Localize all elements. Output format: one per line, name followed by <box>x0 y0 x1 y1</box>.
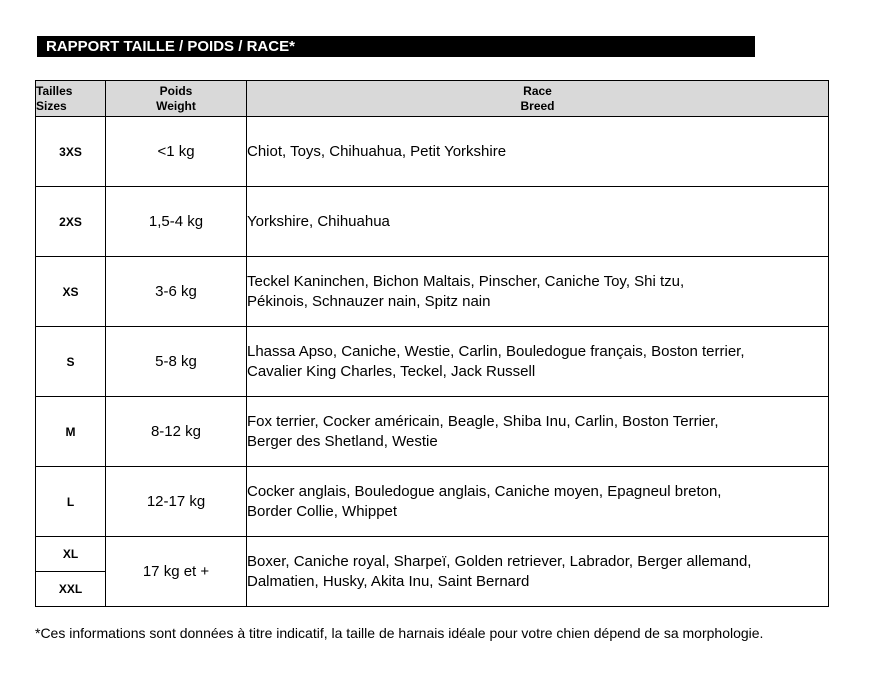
breed-cell <box>247 187 829 257</box>
breed-cell <box>247 537 829 607</box>
header-weight-fr: Poids <box>159 83 193 98</box>
table-row <box>36 327 829 397</box>
table-row <box>36 257 829 327</box>
size-cell: 2XS <box>36 187 106 257</box>
breed-line: Teckel Kaninchen, Bichon Maltais, Pinscher, Caniche Toy, Shi tzu, <box>247 272 685 290</box>
page-title: RAPPORT TAILLE / POIDS / RACE* <box>37 36 755 57</box>
table-row <box>36 397 829 467</box>
size-cell: M <box>36 397 106 467</box>
breed-line: Yorkshire, Chihuahua <box>247 212 390 230</box>
breed-line: Fox terrier, Cocker américain, Beagle, Shiba Inu, Carlin, Boston Terrier, <box>247 412 719 430</box>
breed-line: Cavalier King Charles, Teckel, Jack Russell <box>247 362 536 380</box>
weight-cell: 3-6 kg <box>106 257 247 327</box>
weight-cell: 8-12 kg <box>106 397 247 467</box>
table-row <box>36 117 829 187</box>
breed-cell <box>247 397 829 467</box>
size-cell: 3XS <box>36 117 106 187</box>
breed-cell <box>247 327 829 397</box>
header-size-en: Sizes <box>36 98 67 113</box>
breed-line: Chiot, Toys, Chihuahua, Petit Yorkshire <box>247 142 507 160</box>
weight-cell: 12-17 kg <box>106 467 247 537</box>
footnote: *Ces informations sont données à titre indicatif, la taille de harnais idéale pour votre chien dépend de sa morphologie. <box>35 625 764 641</box>
header-weight-en: Weight <box>156 98 196 113</box>
breed-line: Pékinois, Schnauzer nain, Spitz nain <box>247 292 491 310</box>
size-cell: S <box>36 327 106 397</box>
header-breed <box>247 81 829 117</box>
breed-line: Lhassa Apso, Caniche, Westie, Carlin, Bouledogue français, Boston terrier, <box>247 342 745 360</box>
size-cell-xxl: XXL <box>36 572 106 607</box>
breed-line: Boxer, Caniche royal, Sharpeï, Golden retriever, Labrador, Berger allemand, <box>247 552 752 570</box>
weight-cell: 5-8 kg <box>106 327 247 397</box>
breed-cell <box>247 117 829 187</box>
size-cell: XS <box>36 257 106 327</box>
weight-cell: 1,5-4 kg <box>106 187 247 257</box>
breed-line: Dalmatien, Husky, Akita Inu, Saint Bernard <box>247 572 530 590</box>
size-chart-table <box>35 80 829 607</box>
breed-line: Border Collie, Whippet <box>247 502 398 520</box>
header-breed-en: Breed <box>520 98 555 113</box>
weight-cell: <1 kg <box>106 117 247 187</box>
table-row <box>36 467 829 537</box>
breed-cell <box>247 257 829 327</box>
table-header-row <box>36 81 829 117</box>
table-row <box>36 187 829 257</box>
header-size <box>36 81 106 117</box>
weight-cell: 17 kg et + <box>106 537 247 607</box>
breed-cell <box>247 467 829 537</box>
header-size-fr: Tailles <box>36 83 73 98</box>
header-breed-fr: Race <box>523 83 552 98</box>
table-row <box>36 537 829 572</box>
breed-line: Cocker anglais, Bouledogue anglais, Caniche moyen, Epagneul breton, <box>247 482 722 500</box>
size-cell-xl: XL <box>36 537 106 572</box>
breed-line: Berger des Shetland, Westie <box>247 432 438 450</box>
size-cell: L <box>36 467 106 537</box>
header-weight <box>106 81 247 117</box>
